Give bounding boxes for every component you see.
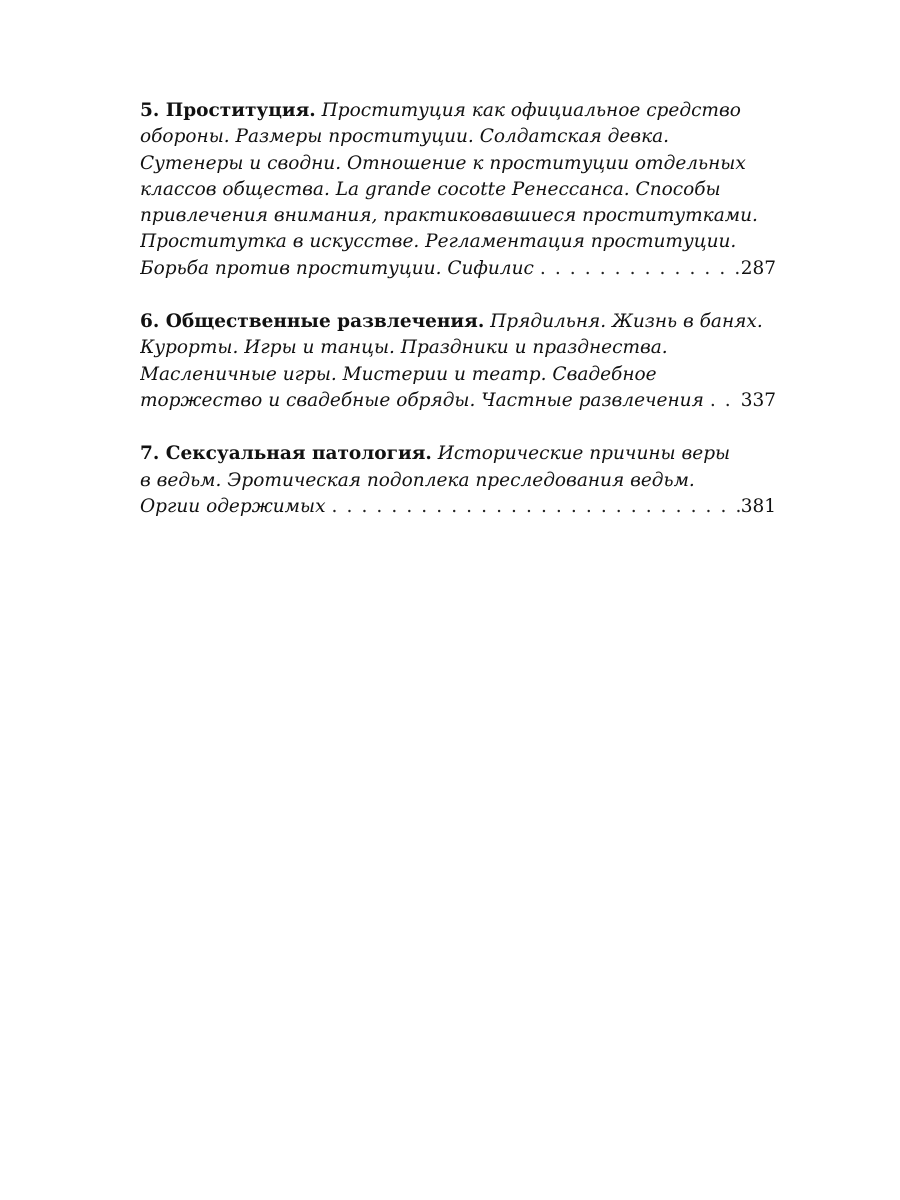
chapter-description-line: Борьба против проституции. Сифилис [140, 257, 534, 279]
chapter-description-line: в ведьм. Эротическая подоплека преследования ведьм. [140, 469, 695, 491]
page-number: 337 [740, 389, 776, 411]
chapter-heading: 5. Проституция. [140, 100, 316, 121]
chapter-heading: 6. Общественные развлечения. [140, 311, 485, 333]
chapter-description-line: обороны. Размеры проституции. Солдатская девка. [140, 126, 670, 148]
page-number: 287 [740, 257, 776, 279]
page-number: 381 [740, 495, 776, 517]
toc-entry-sexual-pathology [140, 441, 776, 520]
toc-entry-public-entertainment [140, 309, 776, 414]
dot-leader [326, 494, 740, 520]
toc-entry-last-line [140, 256, 776, 282]
chapter-description-line: Масленичные игры. Мистерии и театр. Свадебное [140, 363, 657, 385]
toc-entry-last-line [140, 494, 776, 520]
chapter-description-line: Оргии одержимых [140, 495, 326, 517]
dot-leader [704, 388, 740, 414]
chapter-description-line: Проститутка в искусстве. Регламентация проституции. [140, 231, 737, 253]
chapter-description-line: торжество и свадебные обряды. Частные развлечения [140, 389, 704, 411]
chapter-description: Исторические причины веры [437, 443, 731, 465]
chapter-description-line: классов общества. La grande cocotte Ренессанса. Способы [140, 178, 721, 200]
table-of-contents [140, 98, 776, 547]
toc-entry-last-line [140, 388, 776, 414]
chapter-description: Прядильня. Жизнь в банях. [490, 311, 763, 333]
chapter-description-line: привлечения внимания, практиковавшиеся проститутками. [140, 205, 758, 227]
toc-entry-prostitution [140, 98, 776, 282]
chapter-description-line: Курорты. Игры и танцы. Праздники и празднества. [140, 337, 668, 359]
toc-entry-first-line [140, 309, 776, 335]
toc-entry-first-line [140, 441, 776, 467]
chapter-heading: 7. Сексуальная патология. [140, 443, 432, 465]
dot-leader [534, 256, 740, 282]
toc-entry-first-line [140, 98, 776, 124]
chapter-description: Проституция как официальное средство [321, 100, 741, 121]
chapter-description-line: Сутенеры и сводни. Отношение к проституции отдельных [140, 152, 746, 174]
